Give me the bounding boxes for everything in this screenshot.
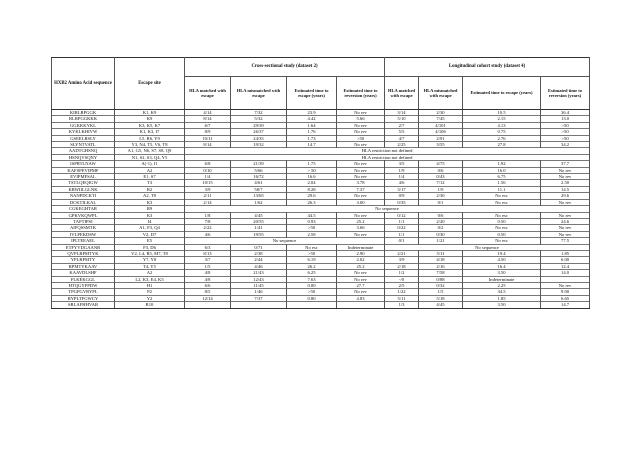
escape-site-cell: Y3, N4, T5, V6, T8: [115, 142, 185, 148]
span-note-cell: HLA restriction not defined: [185, 154, 590, 160]
escape-site-cell: V2, L4, R5, M7, T8: [115, 250, 185, 256]
escape-site-cell: E5: [115, 238, 185, 244]
value-cell: 14.7: [287, 142, 337, 148]
sequence-cell: SRLAFHHVAR: [52, 302, 115, 308]
value-cell: 4/75: [419, 161, 463, 167]
span-note-cell: No sequence: [185, 206, 590, 212]
value-cell: >50: [287, 225, 337, 231]
escape-site-cell: H1: [115, 282, 185, 288]
escape-site-cell: V2, D7: [115, 231, 185, 237]
escape-site-cell: I4: [115, 218, 185, 224]
value-cell: 25.2: [337, 218, 385, 224]
value-cell: 4/46: [231, 263, 287, 269]
sequence-cell: KAAVDLSHF: [52, 270, 115, 276]
value-cell: 4.50: [463, 257, 541, 263]
value-cell: >50: [287, 289, 337, 295]
value-cell: 4/106: [419, 129, 463, 135]
value-cell: 8.28: [287, 186, 337, 192]
value-cell: 2/21: [385, 250, 419, 256]
value-cell: 0.50: [463, 218, 541, 224]
value-cell: 29.6: [287, 193, 337, 199]
value-cell: No rev: [541, 225, 590, 231]
value-cell: 4/18: [419, 257, 463, 263]
value-cell: No rev: [337, 142, 385, 148]
value-cell: >50: [541, 122, 590, 128]
value-cell: No rev: [541, 199, 590, 205]
header-escape-site: Escape site: [115, 58, 185, 110]
value-cell: 5/10: [385, 116, 419, 122]
sequence-cell: DCKTILKAL: [52, 199, 115, 205]
subheader: Estimated time to escape (years): [287, 77, 337, 110]
value-cell: 1/1: [385, 231, 419, 237]
escape-site-cell: R10: [115, 302, 185, 308]
sequence-cell: ETFYVDGAANR: [52, 244, 115, 250]
value-cell: 1.56: [463, 180, 541, 186]
value-cell: No rev: [541, 174, 590, 180]
value-cell: 23.9: [287, 110, 337, 116]
value-cell: 44.5: [287, 212, 337, 218]
value-cell: No esc: [463, 193, 541, 199]
value-cell: 2.50: [541, 180, 590, 186]
value-cell: 3/14: [385, 110, 419, 116]
value-cell: 2/30: [419, 193, 463, 199]
escape-site-cell: K9: [115, 116, 185, 122]
value-cell: 19/32: [231, 142, 287, 148]
subheader: HLA matched with escape: [185, 77, 231, 110]
value-cell: 0/2: [419, 225, 463, 231]
value-cell: 4/6: [385, 180, 419, 186]
sequence-cell: TAFTIPSI: [52, 218, 115, 224]
sequence-cell: TSTLQEQIGW: [52, 180, 115, 186]
value-cell: 4/6: [185, 231, 231, 237]
sequence-cell: GSEELRSLY: [52, 135, 115, 141]
sequence-cell: IPLTEEAEL: [52, 238, 115, 244]
value-cell: 6/3: [185, 244, 231, 250]
value-cell: 8/13: [185, 250, 231, 256]
value-cell: 1.64: [287, 122, 337, 128]
value-cell: 5.66: [337, 116, 385, 122]
value-cell: 12/14: [185, 295, 231, 301]
value-cell: No rev: [337, 110, 385, 116]
value-cell: No esc: [463, 238, 541, 244]
value-cell: 7/58: [419, 270, 463, 276]
value-cell: >50: [541, 135, 590, 141]
sequence-cell: SLYNTVATL: [52, 142, 115, 148]
value-cell: 1/22: [385, 289, 419, 295]
value-cell: 0/35: [385, 199, 419, 205]
value-cell: No rev: [337, 174, 385, 180]
value-cell: 36.4: [541, 110, 590, 116]
value-cell: 5/11: [385, 295, 419, 301]
value-cell: 27.8: [463, 142, 541, 148]
escape-site-cell: E1, S7: [115, 174, 185, 180]
value-cell: 0/22: [385, 225, 419, 231]
escape-site-cell: P2: [115, 289, 185, 295]
value-cell: 29/39: [231, 122, 287, 128]
value-cell: 6/8: [185, 161, 231, 167]
value-cell: No rev: [337, 167, 385, 173]
escape-site-cell: A1, G5, N6, S7, S8, Q9: [115, 148, 185, 154]
value-cell: 2/16: [419, 263, 463, 269]
value-cell: >50: [541, 129, 590, 135]
escape-site-cell: A2, T8: [115, 193, 185, 199]
value-cell: 0/88: [419, 276, 463, 282]
value-cell: 2/91: [419, 135, 463, 141]
value-cell: 13.0: [541, 116, 590, 122]
value-cell: 1.73: [287, 135, 337, 141]
value-cell: 7.37: [337, 186, 385, 192]
value-cell: 6.75: [463, 174, 541, 180]
value-cell: 4/45: [231, 212, 287, 218]
value-cell: 6.65: [541, 295, 590, 301]
value-cell: 26.3: [287, 199, 337, 205]
subheader: HLA matched with escape: [385, 77, 419, 110]
sequence-cell: YPLRPMTY: [52, 257, 115, 263]
value-cell: 10/11: [185, 135, 231, 141]
value-cell: No rev: [337, 161, 385, 167]
value-cell: No rev: [541, 212, 590, 218]
escape-site-cell: K3, K5, K7: [115, 122, 185, 128]
sequence-cell: ISPRTLNAW: [52, 161, 115, 167]
value-cell: 6.19: [287, 257, 337, 263]
value-cell: 0/6: [419, 212, 463, 218]
value-cell: 4/8: [185, 276, 231, 282]
value-cell: 1.85: [541, 250, 590, 256]
value-cell: No rev: [337, 289, 385, 295]
sequence-cell: GPKVKQWPL: [52, 212, 115, 218]
value-cell: 2/25: [385, 142, 419, 148]
value-cell: No rev: [337, 276, 385, 282]
value-cell: 0/1: [419, 199, 463, 205]
value-cell: 12.4: [541, 263, 590, 269]
value-cell: 4/14: [185, 110, 231, 116]
value-cell: 7.63: [287, 276, 337, 282]
header-hxb2: HXB2 Amino Acid sequence: [52, 58, 115, 110]
value-cell: 2.58: [287, 231, 337, 237]
escape-site-cell: T3: [115, 180, 185, 186]
value-cell: No rev: [337, 231, 385, 237]
value-cell: 4/8: [185, 270, 231, 276]
sequence-cell: AADTGHSNQ: [52, 148, 115, 154]
value-cell: 1/2: [385, 270, 419, 276]
value-cell: 3.78: [337, 180, 385, 186]
value-cell: 4/101: [419, 122, 463, 128]
value-cell: 8/14: [185, 142, 231, 148]
escape-table: [51, 57, 590, 309]
span-note-cell: No sequence: [185, 238, 385, 244]
escape-site-cell: A2: [115, 270, 185, 276]
value-cell: 24/35: [231, 135, 287, 141]
value-cell: 26.2: [287, 263, 337, 269]
value-cell: [185, 302, 231, 308]
value-cell: 8/9: [185, 129, 231, 135]
sequence-cell: CGKEGHTAR: [52, 206, 115, 212]
value-cell: 0.50: [463, 231, 541, 237]
value-cell: 0.00: [287, 282, 337, 288]
value-cell: 1/46: [231, 289, 287, 295]
value-cell: 3/9: [185, 186, 231, 192]
value-cell: 5/66: [231, 167, 287, 173]
value-cell: 2/30: [419, 110, 463, 116]
value-cell: -/0: [385, 276, 419, 282]
value-cell: 34.5: [463, 289, 541, 295]
value-cell: 4.42: [287, 116, 337, 122]
value-cell: 19.4: [463, 250, 541, 256]
value-cell: 0/43: [419, 174, 463, 180]
value-cell: 3.50: [463, 302, 541, 308]
value-cell: 1/5: [185, 263, 231, 269]
value-cell: 14.0: [541, 270, 590, 276]
value-cell: 7/45: [419, 116, 463, 122]
value-cell: No esc: [463, 225, 541, 231]
value-cell: 0/9: [385, 193, 419, 199]
value-cell: [337, 302, 385, 308]
span-note-cell: HLA restriction not defined: [185, 148, 590, 154]
value-cell: 2.02: [337, 257, 385, 263]
value-cell: 11/45: [231, 282, 287, 288]
value-cell: 21/43: [231, 270, 287, 276]
value-cell: 4/7: [385, 135, 419, 141]
value-cell: 2/44: [231, 257, 287, 263]
value-cell: 25.2: [337, 263, 385, 269]
value-cell: 0/12: [385, 212, 419, 218]
value-cell: 2.04: [287, 180, 337, 186]
value-cell: 4/45: [419, 302, 463, 308]
value-cell: 16.6: [287, 174, 337, 180]
value-cell: 1.75: [287, 161, 337, 167]
value-cell: 0/6: [419, 167, 463, 173]
header-longitudinal: Longitudinal cohort study (dataset 4): [385, 58, 590, 77]
value-cell: 5/11: [419, 250, 463, 256]
value-cell: 1/8: [185, 212, 231, 218]
value-cell: 3.50: [463, 270, 541, 276]
value-cell: 2.90: [337, 250, 385, 256]
sequence-cell: KYKLKHIVW: [52, 129, 115, 135]
value-cell: 3.66: [337, 225, 385, 231]
sequence-cell: TPGPGVRYPL: [52, 289, 115, 295]
table-container: [51, 57, 589, 309]
value-cell: No rev: [541, 167, 590, 173]
value-cell: 0.93: [287, 218, 337, 224]
value-cell: 2.15: [463, 116, 541, 122]
escape-site-cell: F3, D6: [115, 244, 185, 250]
sequence-cell: KIRLRPGGK: [52, 110, 115, 116]
subheader: HLA mismatched with escape: [419, 77, 463, 110]
value-cell: > 50: [287, 167, 337, 173]
value-cell: 14.5: [541, 186, 590, 192]
value-cell: 3/7: [185, 257, 231, 263]
value-cell: 1/41: [231, 225, 287, 231]
value-cell: 1/4: [385, 174, 419, 180]
value-cell: >50: [287, 250, 337, 256]
subheader: Estimated time to reversion (years): [541, 77, 590, 110]
escape-site-cell: Y7, Y8: [115, 257, 185, 263]
value-cell: No esc: [463, 199, 541, 205]
value-cell: 7/32: [231, 110, 287, 116]
sequence-cell: NANPDCKTI: [52, 193, 115, 199]
value-cell: 2.76: [463, 135, 541, 141]
value-cell: 3/55: [419, 142, 463, 148]
escape-site-cell: N1, S2, S3, Q4, Y5: [115, 154, 185, 160]
value-cell: 13/65: [231, 193, 287, 199]
value-cell: No rev: [337, 129, 385, 135]
value-cell: No rev: [337, 270, 385, 276]
value-cell: 2/7: [385, 122, 419, 128]
value-cell: 1/9: [385, 167, 419, 173]
value-cell: 7/12: [419, 180, 463, 186]
span-note-cell: Indeterminate: [337, 244, 385, 250]
sequence-cell: KRWIILGLNK: [52, 186, 115, 192]
value-cell: 16.4: [463, 263, 541, 269]
escape-site-cell: R2: [115, 186, 185, 192]
value-cell: No rev: [541, 282, 590, 288]
value-cell: [231, 302, 287, 308]
value-cell: [287, 302, 337, 308]
value-cell: 21/39: [231, 161, 287, 167]
escape-site-cell: A1, F3, Q4: [115, 225, 185, 231]
value-cell: 5/32: [231, 116, 287, 122]
value-cell: 0.80: [287, 295, 337, 301]
value-cell: No esc: [287, 244, 337, 250]
value-cell: 1/5: [419, 289, 463, 295]
value-cell: 9.00: [541, 289, 590, 295]
value-cell: No rev: [337, 193, 385, 199]
value-cell: 2/20: [419, 218, 463, 224]
table-row: [52, 302, 590, 308]
value-cell: 1.76: [287, 129, 337, 135]
value-cell: 2/18: [385, 263, 419, 269]
sequence-cell: RLRPGGKKK: [52, 116, 115, 122]
value-cell: 0/30: [419, 231, 463, 237]
value-cell: 10.5: [463, 110, 541, 116]
value-cell: 8/14: [185, 116, 231, 122]
value-cell: 0/32: [419, 282, 463, 288]
escape-site-cell: R9: [115, 206, 185, 212]
value-cell: 19/55: [231, 231, 287, 237]
value-cell: 12/43: [231, 276, 287, 282]
sequence-cell: EVIPMFSAL: [52, 174, 115, 180]
value-cell: 6.25: [287, 270, 337, 276]
escape-site-cell: A(-1), I1: [115, 161, 185, 167]
value-cell: 1/4: [185, 174, 231, 180]
value-cell: 1/1: [385, 218, 419, 224]
sequence-cell: GGKKKYKL: [52, 122, 115, 128]
sequence-cell: QVPLRPMTYK: [52, 250, 115, 256]
value-cell: 16/72: [231, 174, 287, 180]
value-cell: 16.0: [463, 167, 541, 173]
value-cell: 0/10: [185, 167, 231, 173]
value-cell: 2/5: [385, 282, 419, 288]
value-cell: 1.92: [463, 161, 541, 167]
escape-site-cell: L2, K3, E4, K5: [115, 276, 185, 282]
value-cell: No esc: [463, 212, 541, 218]
sequence-cell: HTQGYFPDW: [52, 282, 115, 288]
value-cell: 24.6: [541, 218, 590, 224]
escape-site-cell: Y2: [115, 295, 185, 301]
value-cell: No rev: [337, 212, 385, 218]
value-cell: 2/38: [231, 250, 287, 256]
sequence-cell: KAFSPEVIPMF: [52, 167, 115, 173]
value-cell: 4.13: [463, 122, 541, 128]
value-cell: 14.7: [541, 302, 590, 308]
escape-site-cell: K1, K3, I7: [115, 129, 185, 135]
sequence-cell: IVLPEKDSW: [52, 231, 115, 237]
value-cell: 8/5: [185, 289, 231, 295]
span-note-cell: No sequence: [385, 244, 590, 250]
value-cell: 1/3: [385, 302, 419, 308]
sequence-cell: RPMTYKAAV: [52, 263, 115, 269]
value-cell: 0.75: [463, 129, 541, 135]
value-cell: 1/21: [419, 238, 463, 244]
escape-site-cell: K1, K9: [115, 110, 185, 116]
value-cell: 1.85: [463, 295, 541, 301]
escape-site-cell: L5, R6, Y9: [115, 135, 185, 141]
subheader: HLA mismatched with escape: [231, 77, 287, 110]
value-cell: 4/61: [231, 180, 287, 186]
subheader: Estimated time to reversion (years): [337, 77, 385, 110]
value-cell: 2.25: [463, 282, 541, 288]
value-cell: 37.7: [541, 161, 590, 167]
value-cell: 77.5: [541, 238, 590, 244]
sequence-cell: HSNQVSQNY: [52, 154, 115, 160]
value-cell: No rev: [541, 231, 590, 237]
value-cell: 2/11: [185, 193, 231, 199]
value-cell: 0/71: [231, 244, 287, 250]
value-cell: 1/62: [231, 199, 287, 205]
header-cross-sectional: Cross-sectional study (dataset 2): [185, 58, 385, 77]
span-note-cell: Indeterminate: [463, 276, 541, 282]
value-cell: 1/9: [419, 186, 463, 192]
value-cell: 7/37: [231, 295, 287, 301]
sequence-cell: RYPLTFGWCY: [52, 295, 115, 301]
value-cell: 34.2: [541, 142, 590, 148]
value-cell: 0/1: [385, 238, 419, 244]
value-cell: 26/37: [231, 129, 287, 135]
escape-site-cell: K3: [115, 212, 185, 218]
value-cell: 7/8: [185, 218, 231, 224]
sequence-cell: FLKEKGGL: [52, 276, 115, 282]
value-cell: 10/15: [185, 180, 231, 186]
escape-site-cell: K3: [115, 199, 185, 205]
value-cell: 4.83: [337, 295, 385, 301]
value-cell: 5/5: [385, 129, 419, 135]
value-cell: 3/9: [385, 257, 419, 263]
value-cell: 29.6: [541, 193, 590, 199]
escape-site-cell: A2: [115, 167, 185, 173]
value-cell: 3.00: [337, 199, 385, 205]
value-cell: 2/14: [185, 199, 231, 205]
value-cell: 6/6: [185, 282, 231, 288]
table-body: [52, 110, 590, 309]
value-cell: 3/5: [385, 161, 419, 167]
value-cell: 27.7: [337, 282, 385, 288]
value-cell: 20/55: [231, 218, 287, 224]
value-cell: >50: [337, 135, 385, 141]
sequence-cell: AIFQSSMTK: [52, 225, 115, 231]
value-cell: 2/22: [185, 225, 231, 231]
value-cell: 3/17: [385, 186, 419, 192]
value-cell: 58/7: [231, 186, 287, 192]
value-cell: 6.00: [541, 257, 590, 263]
value-cell: 11.1: [463, 186, 541, 192]
value-cell: 5/18: [419, 295, 463, 301]
value-cell: No rev: [337, 122, 385, 128]
escape-site-cell: T4, Y5: [115, 263, 185, 269]
subheader: Estimated time to escape (years): [463, 77, 541, 110]
value-cell: 6/7: [185, 122, 231, 128]
